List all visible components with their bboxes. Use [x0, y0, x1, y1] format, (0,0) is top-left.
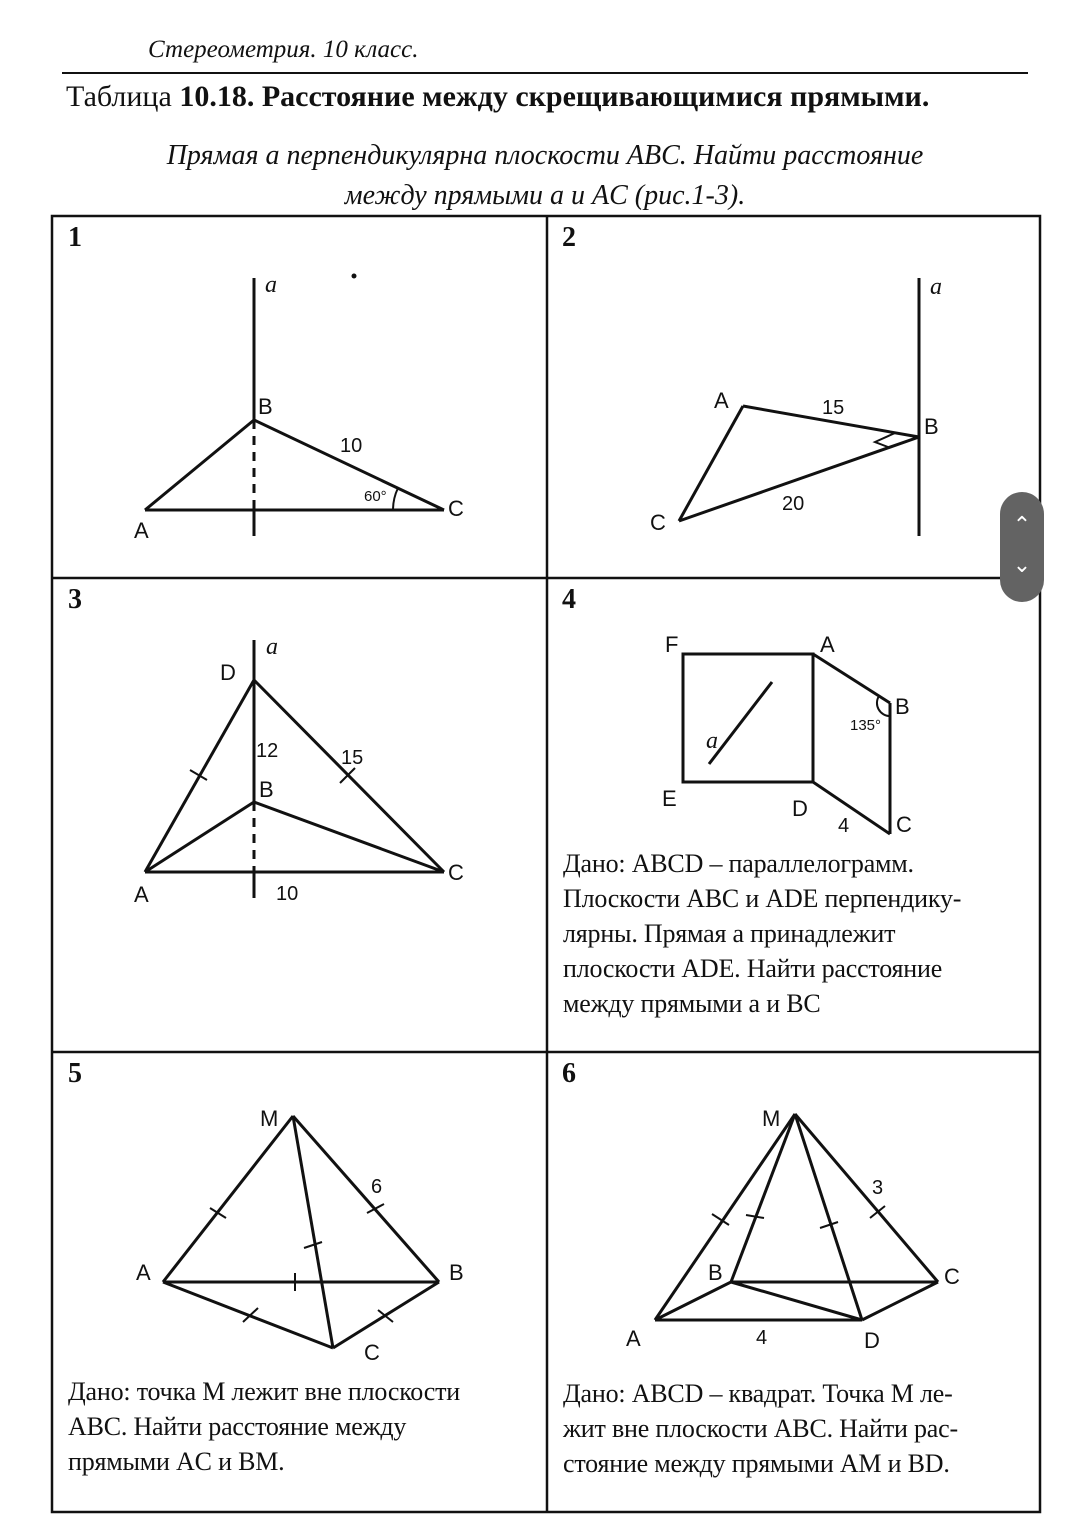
fig5-tick-mc	[304, 1242, 322, 1248]
cell-4-line: между прямыми a и BC	[563, 989, 821, 1018]
fig5-label-m: M	[260, 1106, 279, 1131]
fig1-angle-arc	[393, 488, 398, 510]
fig6-label-a: A	[626, 1326, 641, 1351]
fig6-edge-mc	[795, 1114, 938, 1282]
fig2-value-ab: 15	[822, 397, 845, 419]
fig1-dot	[352, 274, 357, 279]
cell-5-line: Дано: точка M лежит вне плоскости	[68, 1377, 460, 1406]
fig2-edge-ac	[679, 406, 743, 521]
fig3-label-a: a	[266, 634, 278, 660]
chevron-up-icon: ⌃	[1012, 513, 1032, 538]
fig6-edge-ma	[655, 1114, 795, 1320]
fig3-value-dc: 15	[341, 747, 364, 769]
fig5-edge-ma	[163, 1116, 293, 1282]
cell-5-line: прямыми AC и BM.	[68, 1447, 285, 1476]
cell-4-line: Плоскости ABC и ADE перпендику-	[563, 884, 962, 913]
cell-6-line: жит вне плоскости ABC. Найти рас-	[563, 1414, 958, 1443]
fig3-value-ac: 10	[276, 883, 299, 905]
fig1-edge-ab	[145, 420, 254, 510]
fig4-edge-dc	[813, 782, 890, 834]
cell-6-line: Дано: ABCD – квадрат. Точка M ле-	[563, 1379, 953, 1408]
fig2-label-a-point: A	[714, 388, 729, 413]
fig3-value-db: 12	[256, 740, 279, 762]
fig5-label-b: B	[449, 1260, 464, 1285]
figure-3	[145, 640, 444, 898]
cell-6-text	[563, 1376, 958, 1481]
fig3-label-b: B	[259, 777, 274, 802]
fig4-label-b: B	[895, 694, 910, 719]
fig4-label-a: a	[706, 728, 718, 754]
fig2-label-a: a	[930, 274, 942, 300]
fig4-plane-ade	[683, 654, 813, 782]
fig6-diagonal-bd	[731, 1282, 862, 1320]
fig1-label-c: C	[448, 496, 464, 521]
problem-line-1: Прямая a перпендикулярна плоскости ABC. Найти расстояние	[166, 140, 924, 171]
fig4-label-c: C	[896, 812, 912, 837]
cell-number-2: 2	[562, 222, 576, 253]
fig4-line-a	[709, 682, 772, 764]
chevron-down-icon: ⌄	[1012, 553, 1032, 578]
table-title-prefix: Таблица	[66, 80, 180, 113]
fig1-value-angle: 60°	[364, 488, 387, 505]
table-title-bold: 10.18. Расстояние между скрещивающимися прямыми.	[179, 80, 930, 113]
fig6-edge-cd	[862, 1282, 938, 1320]
fig4-value-angle: 135°	[850, 717, 882, 734]
figure-5	[163, 1116, 439, 1348]
fig5-edge-ac	[163, 1282, 333, 1348]
cell-number-4: 4	[562, 584, 576, 615]
fig3-edge-bc	[254, 802, 444, 872]
fig4-label-e: E	[662, 786, 677, 811]
page-scroll-widget	[1000, 492, 1044, 602]
fig5-edge-mc	[293, 1116, 333, 1348]
fig1-edge-bc	[254, 420, 444, 510]
fig4-label-a-point: A	[820, 632, 835, 657]
fig6-label-m: M	[762, 1106, 781, 1131]
running-head: Стереометрия. 10 класс.	[148, 36, 419, 63]
fig6-label-b: B	[708, 1260, 723, 1285]
cell-4-line: лярны. Прямая a принадлежит	[563, 919, 896, 948]
cell-number-5: 5	[68, 1058, 82, 1089]
fig5-edge-mb	[293, 1116, 439, 1282]
cell-6-line: стояние между прямыми AM и BD.	[563, 1449, 950, 1478]
fig5-edge-bc	[333, 1282, 439, 1348]
fig3-label-d: D	[220, 660, 236, 685]
cell-number-6: 6	[562, 1058, 576, 1089]
fig2-label-c: C	[650, 510, 666, 535]
fig5-label-a: A	[136, 1260, 151, 1285]
cell-5-text	[68, 1374, 460, 1479]
fig5-value-mb: 6	[371, 1176, 383, 1198]
fig1-label-a: a	[265, 272, 277, 298]
figure-6	[655, 1114, 938, 1320]
fig2-value-bc: 20	[782, 493, 805, 515]
fig6-edge-mb	[731, 1114, 795, 1282]
cell-4-line: плоскости ADE. Найти расстояние	[563, 954, 943, 983]
fig1-label-a-point: A	[134, 518, 149, 543]
problem-line-2: между прямыми a и AC (рис.1-3).	[344, 180, 746, 211]
fig1-value-bc: 10	[340, 435, 363, 457]
fig3-edge-ba	[145, 802, 254, 872]
fig3-edge-dc	[254, 680, 444, 872]
fig6-label-c: C	[944, 1264, 960, 1289]
fig6-label-d: D	[864, 1328, 880, 1353]
scroll-up-button[interactable]	[1000, 504, 1044, 548]
fig2-label-b: B	[924, 414, 939, 439]
fig4-label-f: F	[665, 632, 679, 657]
cell-4-text	[563, 846, 961, 1021]
cell-5-line: ABC. Найти расстояние между	[68, 1412, 407, 1441]
fig4-label-d: D	[792, 796, 808, 821]
fig1-label-b: B	[258, 394, 273, 419]
fig6-edge-md	[795, 1114, 862, 1320]
fig6-value-mc: 3	[872, 1177, 884, 1199]
fig3-label-c: C	[448, 860, 464, 885]
fig5-label-c: C	[364, 1340, 380, 1365]
fig6-value-ad: 4	[756, 1327, 768, 1349]
fig4-value-dc: 4	[838, 815, 850, 837]
cell-number-1: 1	[68, 222, 82, 253]
cell-4-line: Дано: ABCD – параллелограмм.	[563, 849, 914, 878]
cell-number-3: 3	[68, 584, 82, 615]
scroll-down-button[interactable]	[1000, 544, 1044, 588]
fig3-label-a-point: A	[134, 882, 149, 907]
figure-1	[145, 274, 444, 537]
